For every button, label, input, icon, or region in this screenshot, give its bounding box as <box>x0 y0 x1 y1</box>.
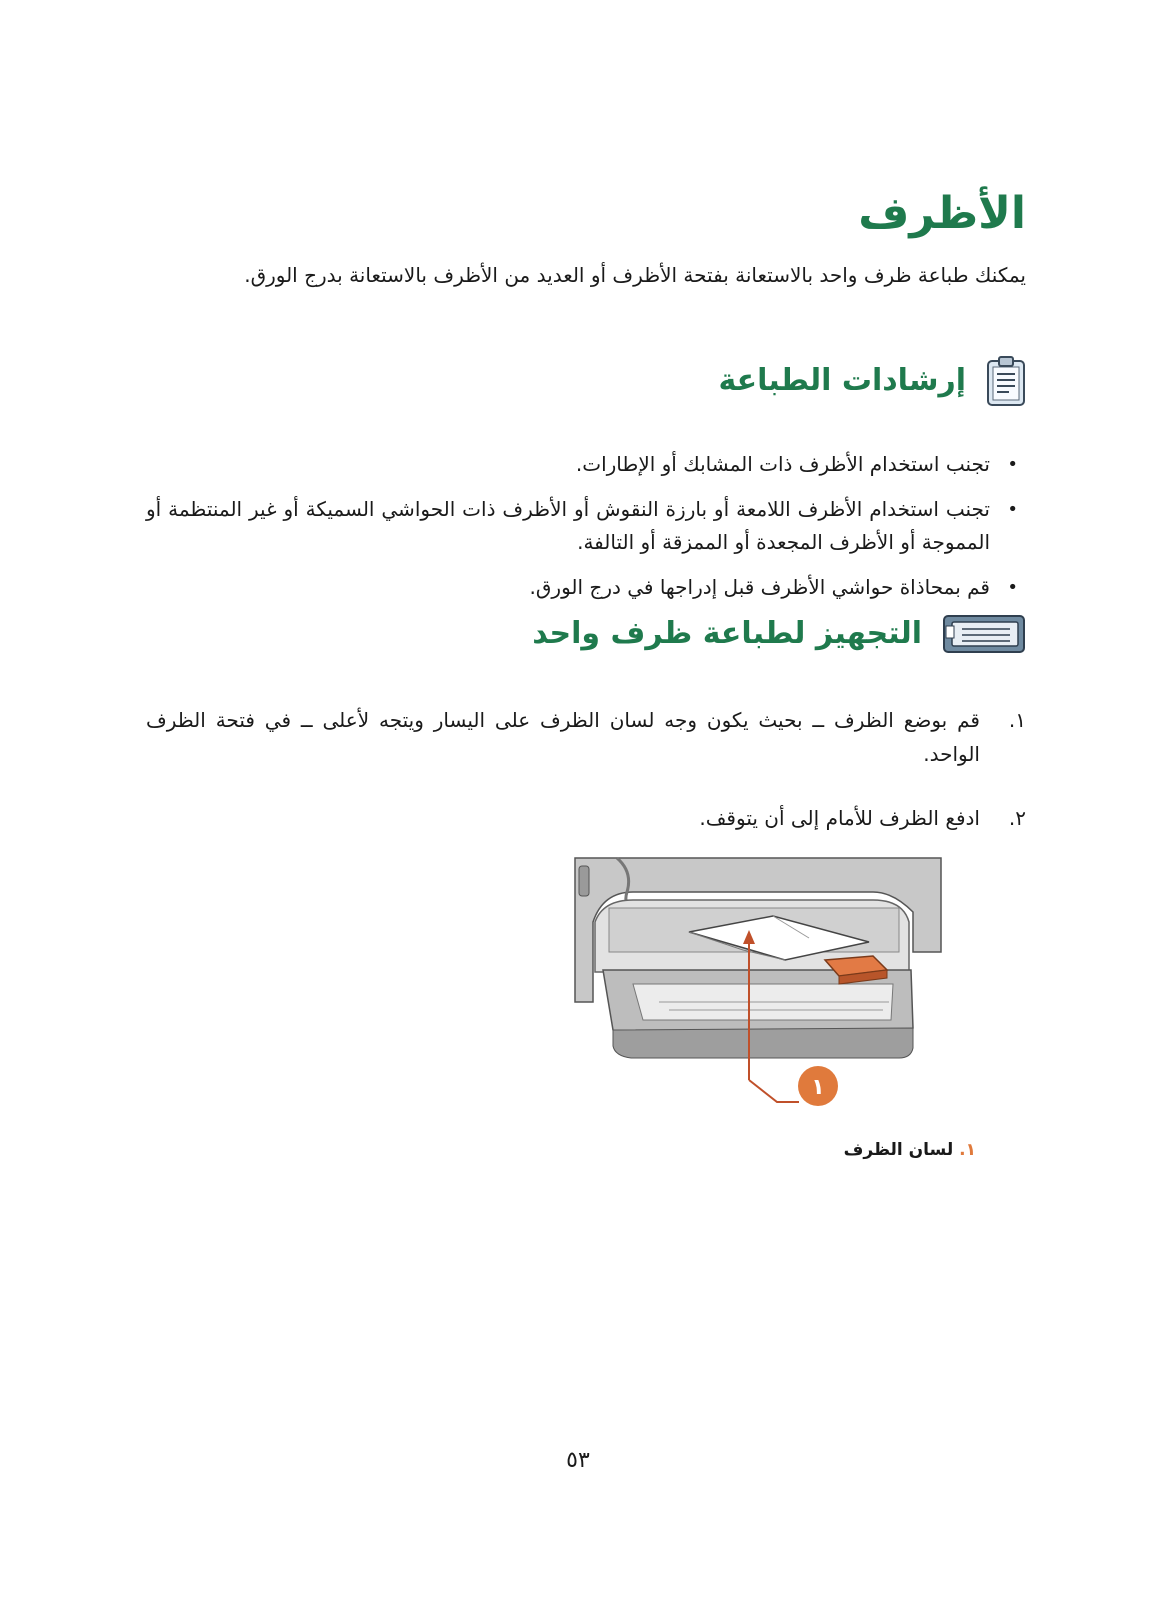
caption-number: ١. <box>959 1140 976 1160</box>
bullet-icon: • <box>1007 577 1018 598</box>
tips-list <box>146 448 1026 616</box>
list-item <box>146 801 1026 835</box>
list-item <box>146 703 1026 771</box>
step-text: قم بوضع الظرف ــ بحيث يكون وجه لسان الظرف على اليسار ويتجه لأعلى ــ في فتحة الظرف الواحد. <box>146 708 980 766</box>
clipboard-notes-icon <box>986 355 1026 407</box>
setup-section-heading <box>532 612 1026 656</box>
tips-section-heading <box>718 355 1026 407</box>
tip-text: قم بمحاذاة حواشي الأظرف قبل إدراجها في درج الورق. <box>529 575 990 599</box>
caption-text: لسان الظرف <box>843 1140 954 1160</box>
bullet-icon: • <box>1007 454 1018 475</box>
step-text: ادفع الظرف للأمام إلى أن يتوقف. <box>699 806 980 830</box>
list-item <box>146 571 1026 604</box>
list-item <box>146 448 1026 481</box>
figure-caption <box>844 1140 976 1160</box>
callout-number: ١ <box>811 1075 825 1100</box>
tips-heading: إرشادات الطباعة <box>718 363 966 398</box>
step-number: ٢. <box>1008 806 1026 830</box>
tip-text: تجنب استخدام الأظرف اللامعة أو بارزة النقوش أو الأظرف ذات الحواشي السميكة أو غير المنتظمة أو المموجة أو الأظرف المجعدة أو الممزقة أو التالفة. <box>146 497 990 554</box>
printer-tray-icon <box>942 612 1026 656</box>
step-number: ١. <box>1008 708 1026 732</box>
printer-envelope-slot-illustration <box>573 852 945 1112</box>
tip-text: تجنب استخدام الأظرف ذات المشابك أو الإطارات. <box>575 452 990 476</box>
steps-list <box>146 703 1026 865</box>
bullet-icon: • <box>1007 499 1018 520</box>
page-title: الأظرف <box>858 188 1026 239</box>
list-item <box>146 493 1026 559</box>
intro-paragraph: يمكنك طباعة ظرف واحد بالاستعانة بفتحة الأظرف أو العديد من الأظرف بالاستعانة بدرج الورق. <box>244 263 1026 287</box>
setup-heading: التجهيز لطباعة ظرف واحد <box>532 616 922 651</box>
page-number: ٥٣ <box>566 1448 590 1473</box>
